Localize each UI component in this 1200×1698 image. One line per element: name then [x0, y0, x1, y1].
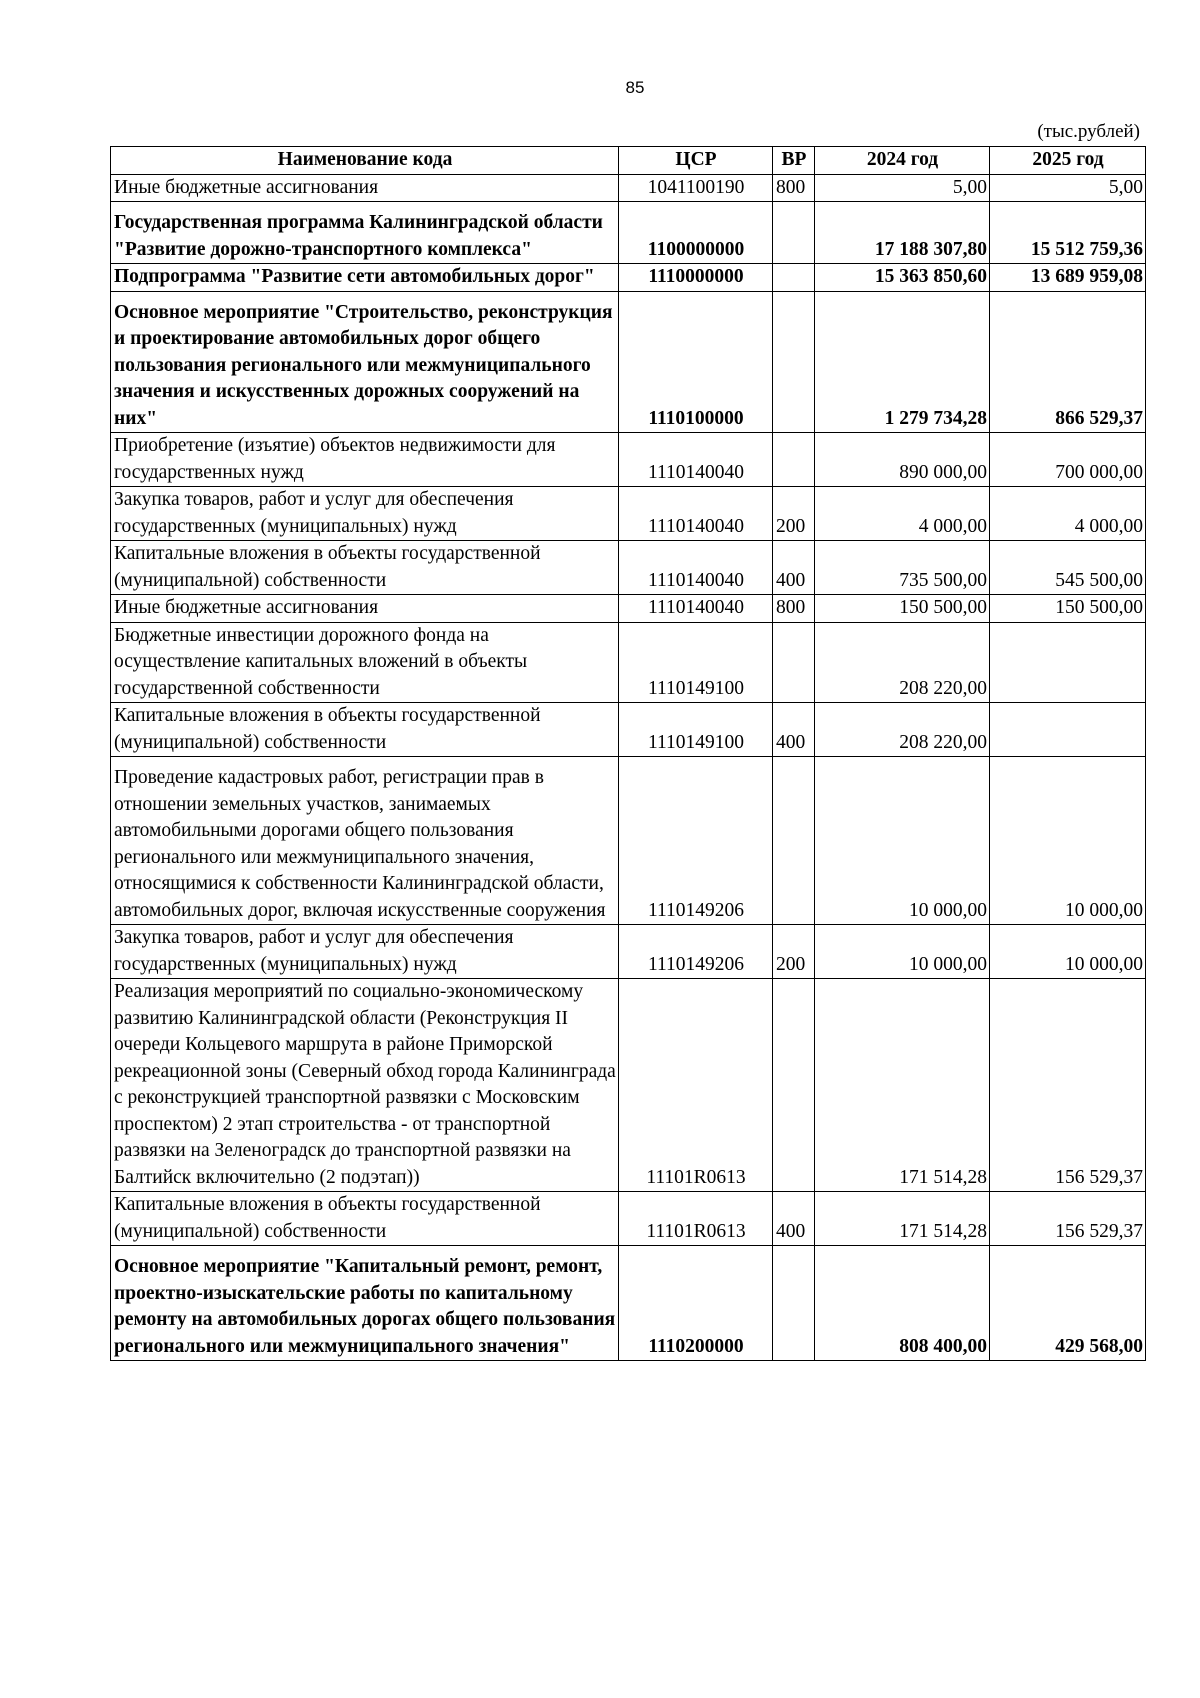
cell-vr: 400 — [773, 1192, 815, 1246]
cell-2024: 10 000,00 — [815, 757, 990, 925]
cell-csr: 1110000000 — [619, 264, 773, 292]
table-row — [111, 925, 1146, 979]
cell-csr: 1110200000 — [619, 1246, 773, 1361]
cell-csr: 1100000000 — [619, 202, 773, 264]
table-row — [111, 541, 1146, 595]
cell-name: Закупка товаров, работ и услуг для обеспечения государственных (муниципальных) нужд — [111, 925, 619, 979]
cell-vr — [773, 979, 815, 1192]
cell-vr — [773, 202, 815, 264]
cell-name: Основное мероприятие "Капитальный ремонт, ремонт, проектно-изыскательские работы по капитальному ремонту на автомобильных дорогах общего пользования регионального или межмуниципального значения" — [111, 1246, 619, 1361]
table-row — [111, 703, 1146, 757]
cell-2025: 429 568,00 — [990, 1246, 1146, 1361]
cell-vr — [773, 433, 815, 487]
cell-vr: 400 — [773, 541, 815, 595]
cell-csr: 1110100000 — [619, 291, 773, 433]
header-vr: ВР — [773, 147, 815, 175]
cell-2024: 171 514,28 — [815, 979, 990, 1192]
cell-2024: 17 188 307,80 — [815, 202, 990, 264]
cell-csr: 1110140040 — [619, 541, 773, 595]
cell-2025 — [990, 622, 1146, 703]
cell-2024: 15 363 850,60 — [815, 264, 990, 292]
cell-name: Государственная программа Калининградской области "Развитие дорожно-транспортного комплекса" — [111, 202, 619, 264]
cell-csr: 1110149100 — [619, 622, 773, 703]
cell-csr: 1110149206 — [619, 757, 773, 925]
table-row — [111, 264, 1146, 292]
cell-2025: 15 512 759,36 — [990, 202, 1146, 264]
cell-name: Проведение кадастровых работ, регистрации прав в отношении земельных участков, занимаемых автомобильными дорогами общего пользования регионального или межмуниципального значения, относящимися к собственности Калининградской области, автомобильных дорог, включая искусственные сооружения — [111, 757, 619, 925]
cell-2024: 208 220,00 — [815, 703, 990, 757]
cell-2024: 150 500,00 — [815, 595, 990, 623]
cell-csr: 1110140040 — [619, 595, 773, 623]
cell-2024: 208 220,00 — [815, 622, 990, 703]
table-row — [111, 202, 1146, 264]
cell-2024: 808 400,00 — [815, 1246, 990, 1361]
cell-2025: 5,00 — [990, 174, 1146, 202]
header-csr: ЦСР — [619, 147, 773, 175]
cell-2024: 4 000,00 — [815, 487, 990, 541]
table-row — [111, 291, 1146, 433]
cell-2025: 156 529,37 — [990, 1192, 1146, 1246]
table-row — [111, 487, 1146, 541]
cell-name: Капитальные вложения в объекты государственной (муниципальной) собственности — [111, 541, 619, 595]
cell-2025: 10 000,00 — [990, 757, 1146, 925]
cell-2025: 156 529,37 — [990, 979, 1146, 1192]
cell-2025: 4 000,00 — [990, 487, 1146, 541]
cell-2024: 890 000,00 — [815, 433, 990, 487]
cell-2025: 13 689 959,08 — [990, 264, 1146, 292]
cell-2025: 700 000,00 — [990, 433, 1146, 487]
cell-2025: 866 529,37 — [990, 291, 1146, 433]
cell-csr: 11101R0613 — [619, 1192, 773, 1246]
header-2025: 2025 год — [990, 147, 1146, 175]
page-number: 85 — [625, 78, 645, 97]
cell-name: Бюджетные инвестиции дорожного фонда на осуществление капитальных вложений в объекты государственной собственности — [111, 622, 619, 703]
table-row — [111, 1246, 1146, 1361]
table-row — [111, 1192, 1146, 1246]
cell-csr: 11101R0613 — [619, 979, 773, 1192]
cell-2024: 1 279 734,28 — [815, 291, 990, 433]
units-note: (тыс.рублей) — [1037, 121, 1140, 142]
cell-vr: 800 — [773, 595, 815, 623]
budget-table — [110, 146, 1146, 1361]
header-2024: 2024 год — [815, 147, 990, 175]
cell-csr: 1110149100 — [619, 703, 773, 757]
table-row — [111, 979, 1146, 1192]
cell-vr: 800 — [773, 174, 815, 202]
cell-2024: 10 000,00 — [815, 925, 990, 979]
cell-vr — [773, 622, 815, 703]
header-name: Наименование кода — [111, 147, 619, 175]
cell-vr: 200 — [773, 925, 815, 979]
cell-vr: 400 — [773, 703, 815, 757]
cell-name: Капитальные вложения в объекты государственной (муниципальной) собственности — [111, 703, 619, 757]
cell-name: Реализация мероприятий по социально-экономическому развитию Калининградской области (Реконструкция II очереди Кольцевого маршрута в районе Приморской рекреационной зоны (Северный обход города Калининграда с реконструкцией транспортной развязки с Московским проспектом) 2 этап строительства - от транспортной развязки на Зеленоградск до транспортной развязки на Балтийск включительно (2 подэтап)) — [111, 979, 619, 1192]
table-row — [111, 433, 1146, 487]
cell-2025: 545 500,00 — [990, 541, 1146, 595]
cell-csr: 1110149206 — [619, 925, 773, 979]
table-header-row — [111, 147, 1146, 175]
cell-name: Основное мероприятие "Строительство, реконструкция и проектирование автомобильных дорог общего пользования регионального или межмуниципального значения и искусственных дорожных сооружений на них" — [111, 291, 619, 433]
cell-name: Капитальные вложения в объекты государственной (муниципальной) собственности — [111, 1192, 619, 1246]
table-row — [111, 622, 1146, 703]
cell-2024: 735 500,00 — [815, 541, 990, 595]
cell-name: Иные бюджетные ассигнования — [111, 174, 619, 202]
cell-name: Подпрограмма "Развитие сети автомобильных дорог" — [111, 264, 619, 292]
cell-csr: 1041100190 — [619, 174, 773, 202]
cell-2024: 5,00 — [815, 174, 990, 202]
cell-2025 — [990, 703, 1146, 757]
cell-name: Закупка товаров, работ и услуг для обеспечения государственных (муниципальных) нужд — [111, 487, 619, 541]
cell-2024: 171 514,28 — [815, 1192, 990, 1246]
cell-vr — [773, 264, 815, 292]
cell-2025: 10 000,00 — [990, 925, 1146, 979]
cell-vr — [773, 291, 815, 433]
cell-name: Иные бюджетные ассигнования — [111, 595, 619, 623]
cell-csr: 1110140040 — [619, 433, 773, 487]
cell-vr — [773, 757, 815, 925]
cell-vr: 200 — [773, 487, 815, 541]
table-row — [111, 595, 1146, 623]
cell-csr: 1110140040 — [619, 487, 773, 541]
table-row — [111, 174, 1146, 202]
cell-vr — [773, 1246, 815, 1361]
cell-name: Приобретение (изъятие) объектов недвижимости для государственных нужд — [111, 433, 619, 487]
table-row — [111, 757, 1146, 925]
cell-2025: 150 500,00 — [990, 595, 1146, 623]
